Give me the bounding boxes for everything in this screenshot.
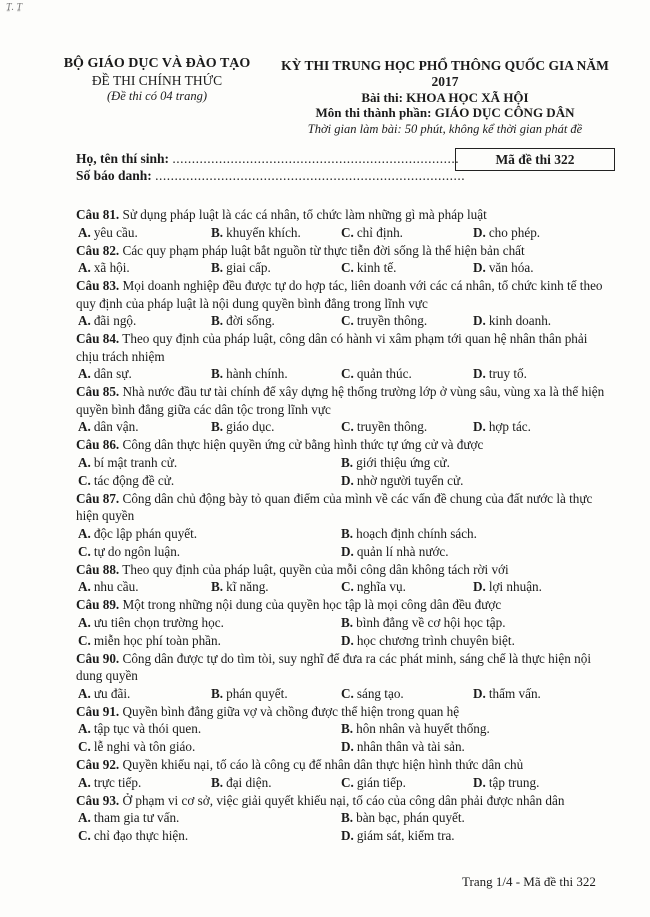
answer-option bbox=[341, 685, 473, 703]
option-letter: C. bbox=[341, 774, 354, 790]
question-text bbox=[76, 792, 608, 810]
option-text: nhu cầu. bbox=[93, 579, 139, 594]
option-letter: A. bbox=[78, 525, 91, 541]
option-letter: D. bbox=[473, 313, 486, 328]
option-letter: A. bbox=[78, 774, 91, 790]
question-text bbox=[76, 242, 608, 260]
answer-option bbox=[473, 685, 603, 703]
answer-option bbox=[341, 720, 601, 738]
option-text: lợi nhuận. bbox=[488, 579, 542, 594]
question-stem: Ở phạm vi cơ sở, việc giải quyết khiếu nại, tố cáo của công dân phải được nhân dân bbox=[122, 792, 565, 808]
option-letter: B. bbox=[341, 454, 354, 470]
question-item bbox=[76, 792, 608, 846]
answer-options bbox=[76, 809, 608, 845]
question-text bbox=[76, 650, 608, 685]
option-letter: C. bbox=[341, 579, 354, 594]
question-stem: Sử dụng pháp luật là các cá nhân, tổ chức làm những gì mà pháp luật bbox=[122, 207, 487, 222]
question-number: Câu 93. bbox=[76, 792, 120, 808]
answer-options bbox=[76, 525, 608, 561]
option-text: tập trung. bbox=[488, 774, 540, 790]
option-letter: A. bbox=[78, 454, 91, 470]
option-letter: C. bbox=[341, 366, 354, 381]
question-stem: Quyền bình đẳng giữa vợ và chồng được thể hiện trong quan hệ bbox=[122, 703, 460, 719]
question-stem: Nhà nước đầu tư tài chính để xây dựng hệ thống trường lớp ở vùng sâu, vùng xa là thể hiện quyền bình đẳng giữa các dân tộc trong lĩnh vực bbox=[76, 384, 605, 417]
option-letter: A. bbox=[78, 579, 91, 594]
answer-option bbox=[341, 632, 601, 650]
option-letter: C. bbox=[78, 739, 91, 754]
option-text: cho phép. bbox=[488, 224, 541, 240]
question-number: Câu 91. bbox=[76, 703, 120, 719]
answer-option bbox=[78, 472, 341, 490]
pages-note: (Đề thi có 04 trang) bbox=[107, 89, 207, 103]
answer-option bbox=[211, 365, 341, 383]
option-letter: A. bbox=[78, 685, 91, 701]
option-letter: D. bbox=[341, 828, 354, 843]
option-letter: C. bbox=[78, 828, 91, 843]
answer-option bbox=[78, 224, 211, 242]
answer-option bbox=[341, 525, 601, 543]
answer-options bbox=[76, 312, 608, 330]
option-letter: B. bbox=[211, 774, 224, 790]
answer-option bbox=[211, 418, 341, 436]
answer-options bbox=[76, 578, 608, 596]
option-text: hợp tác. bbox=[488, 419, 531, 434]
answer-option bbox=[78, 578, 211, 596]
option-text: khuyến khích. bbox=[226, 224, 301, 240]
answer-option bbox=[473, 224, 603, 242]
question-number: Câu 90. bbox=[76, 650, 120, 666]
option-text: tập tục và thói quen. bbox=[93, 721, 202, 736]
option-text: độc lập phán quyết. bbox=[93, 525, 198, 541]
question-text bbox=[76, 703, 608, 721]
student-name-label: Họ, tên thí sinh: bbox=[76, 151, 170, 166]
option-text: giáo dục. bbox=[226, 419, 275, 434]
option-text: nhân thân và tài sản. bbox=[356, 739, 465, 754]
option-letter: A. bbox=[78, 721, 91, 736]
option-letter: C. bbox=[341, 224, 354, 240]
option-letter: B. bbox=[341, 810, 354, 825]
answer-options bbox=[76, 685, 608, 703]
question-number: Câu 92. bbox=[76, 757, 120, 772]
option-text: văn hóa. bbox=[488, 260, 534, 275]
question-stem: Công dân thực hiện quyền ứng cử bằng hình thức tự ứng cử và được bbox=[122, 437, 484, 452]
option-letter: C. bbox=[341, 419, 354, 434]
option-text: bàn bạc, phán quyết. bbox=[356, 810, 465, 825]
option-letter: D. bbox=[473, 579, 486, 594]
option-text: dân vận. bbox=[93, 419, 139, 434]
corner-scribble: Ṯ. Ṯ bbox=[6, 2, 23, 13]
answer-option bbox=[78, 454, 341, 472]
question-text bbox=[76, 206, 608, 224]
option-letter: A. bbox=[78, 614, 91, 630]
answer-option bbox=[341, 224, 473, 242]
question-number: Câu 84. bbox=[76, 331, 120, 346]
answer-option bbox=[78, 685, 211, 703]
option-text: đại diện. bbox=[226, 774, 272, 790]
option-letter: D. bbox=[473, 366, 486, 381]
answer-options bbox=[76, 614, 608, 650]
question-text bbox=[76, 490, 608, 525]
question-number: Câu 85. bbox=[76, 384, 120, 399]
question-stem: Các quy phạm pháp luật bắt nguồn từ thực tiễn đời sống là thể hiện bản chất bbox=[122, 242, 525, 258]
answer-option bbox=[78, 312, 211, 330]
question-item bbox=[76, 756, 608, 792]
option-letter: D. bbox=[473, 685, 486, 701]
option-letter: A. bbox=[78, 810, 91, 825]
question-text bbox=[76, 277, 608, 312]
option-letter: B. bbox=[341, 721, 354, 736]
option-letter: B. bbox=[341, 614, 354, 630]
answer-option bbox=[341, 543, 601, 561]
option-text: hoạch định chính sách. bbox=[356, 525, 477, 541]
answer-option bbox=[211, 685, 341, 703]
option-letter: D. bbox=[473, 774, 486, 790]
question-item bbox=[76, 383, 608, 436]
answer-option bbox=[211, 774, 341, 792]
option-text: xã hội. bbox=[93, 260, 130, 275]
option-text: nghĩa vụ. bbox=[356, 579, 406, 594]
question-number: Câu 81. bbox=[76, 207, 120, 222]
question-number: Câu 88. bbox=[76, 561, 120, 577]
official-label: ĐỀ THI CHÍNH THỨC bbox=[91, 73, 223, 88]
option-letter: D. bbox=[473, 419, 486, 434]
question-item bbox=[76, 277, 608, 330]
option-letter: B. bbox=[211, 260, 224, 275]
option-text: thẩm vấn. bbox=[488, 685, 541, 701]
answer-options bbox=[76, 720, 608, 756]
option-text: tác động đề cử. bbox=[93, 472, 175, 488]
question-stem: Công dân chủ động bày tỏ quan điểm của mình về các vấn đề chung của đất nước là thực hiện quyền bbox=[76, 490, 593, 523]
answer-option bbox=[341, 614, 601, 632]
question-item bbox=[76, 703, 608, 757]
answer-option bbox=[341, 365, 473, 383]
ministry-name: BỘ GIÁO DỤC VÀ ĐÀO TẠO bbox=[63, 56, 251, 71]
option-text: phán quyết. bbox=[226, 685, 288, 701]
question-stem: Công dân được tự do tìm tòi, suy nghĩ để đưa ra các phát minh, sáng chế là thực hiện nội dung quyền bbox=[76, 650, 591, 683]
answer-option bbox=[341, 418, 473, 436]
answer-option bbox=[211, 312, 341, 330]
question-item bbox=[76, 242, 608, 278]
answer-option bbox=[341, 738, 601, 756]
option-letter: B. bbox=[341, 525, 354, 541]
answer-options bbox=[76, 454, 608, 490]
question-item bbox=[76, 650, 608, 703]
answer-option bbox=[473, 774, 603, 792]
question-stem: Theo quy định của pháp luật, quyền của mỗi công dân không tách rời với bbox=[122, 561, 509, 577]
answer-option bbox=[473, 312, 603, 330]
component-subject: Môn thi thành phần: GIÁO DỤC CÔNG DÂN bbox=[315, 105, 575, 120]
option-text: nhờ người tuyển cử. bbox=[356, 472, 464, 488]
answer-option bbox=[473, 365, 603, 383]
question-text bbox=[76, 330, 608, 365]
answer-option bbox=[473, 259, 603, 277]
answer-option bbox=[78, 543, 341, 561]
answer-options bbox=[76, 365, 608, 383]
option-text: ưu đãi. bbox=[93, 685, 131, 701]
question-text bbox=[76, 756, 608, 774]
question-item bbox=[76, 330, 608, 383]
answer-option bbox=[78, 632, 341, 650]
answer-option bbox=[211, 224, 341, 242]
question-item bbox=[76, 206, 608, 242]
answer-option bbox=[211, 578, 341, 596]
option-text: truy tố. bbox=[488, 366, 527, 381]
question-text bbox=[76, 561, 608, 579]
option-letter: A. bbox=[78, 313, 91, 328]
answer-option bbox=[78, 365, 211, 383]
option-letter: D. bbox=[341, 543, 354, 559]
question-number: Câu 89. bbox=[76, 597, 120, 612]
option-letter: A. bbox=[78, 224, 91, 240]
option-text: giám sát, kiểm tra. bbox=[356, 828, 455, 843]
question-text bbox=[76, 436, 608, 454]
option-text: sáng tạo. bbox=[356, 685, 404, 701]
option-text: đời sống. bbox=[226, 313, 275, 328]
option-letter: A. bbox=[78, 366, 91, 381]
option-text: quản lí nhà nước. bbox=[356, 543, 449, 559]
question-number: Câu 83. bbox=[76, 278, 120, 293]
option-letter: B. bbox=[211, 224, 224, 240]
option-text: kinh doanh. bbox=[488, 313, 552, 328]
question-text bbox=[76, 383, 608, 418]
option-text: truyền thông. bbox=[356, 419, 428, 434]
option-letter: C. bbox=[78, 543, 91, 559]
question-stem: Quyền khiếu nại, tố cáo là công cụ để nhân dân thực hiện hình thức dân chủ bbox=[122, 757, 524, 772]
question-number: Câu 86. bbox=[76, 437, 120, 452]
question-item bbox=[76, 596, 608, 650]
option-text: ưu tiên chọn trường học. bbox=[93, 614, 224, 630]
option-letter: A. bbox=[78, 419, 91, 434]
question-number: Câu 87. bbox=[76, 490, 120, 506]
answer-option bbox=[341, 827, 601, 845]
answer-option bbox=[78, 774, 211, 792]
exam-code-box: Mã đề thi 322 bbox=[455, 148, 615, 171]
time-note: Thời gian làm bài: 50 phút, không kể thời gian phát đề bbox=[307, 122, 583, 136]
option-letter: B. bbox=[211, 419, 224, 434]
question-text bbox=[76, 596, 608, 614]
option-letter: C. bbox=[78, 632, 91, 648]
answer-option bbox=[341, 259, 473, 277]
option-letter: C. bbox=[78, 472, 91, 488]
question-number: Câu 82. bbox=[76, 242, 120, 258]
answer-option bbox=[341, 809, 601, 827]
answer-option bbox=[341, 454, 601, 472]
answer-option bbox=[341, 774, 473, 792]
option-letter: A. bbox=[78, 260, 91, 275]
option-letter: D. bbox=[473, 260, 486, 275]
option-letter: B. bbox=[211, 579, 224, 594]
option-text: quản thúc. bbox=[356, 366, 412, 381]
option-text: chỉ đạo thực hiện. bbox=[93, 828, 189, 843]
option-text: lễ nghi và tôn giáo. bbox=[93, 739, 196, 754]
answer-options bbox=[76, 418, 608, 436]
option-text: kinh tế. bbox=[356, 260, 397, 275]
question-item bbox=[76, 436, 608, 490]
answer-options bbox=[76, 259, 608, 277]
option-text: trực tiếp. bbox=[93, 774, 142, 790]
option-letter: D. bbox=[341, 472, 354, 488]
option-text: dân sự. bbox=[93, 366, 132, 381]
header-right bbox=[270, 58, 620, 137]
answer-option bbox=[78, 827, 341, 845]
option-text: tự do ngôn luận. bbox=[93, 543, 181, 559]
option-text: bình đẳng về cơ hội học tập. bbox=[356, 614, 506, 630]
question-item bbox=[76, 561, 608, 597]
answer-options bbox=[76, 224, 608, 242]
student-id-field: ................................................................................ bbox=[155, 168, 466, 183]
option-text: yêu cầu. bbox=[93, 224, 138, 240]
answer-option bbox=[78, 525, 341, 543]
option-text: bí mật tranh cử. bbox=[93, 454, 178, 470]
answer-option bbox=[78, 809, 341, 827]
page-footer: Trang 1/4 - Mã đề thi 322 bbox=[462, 874, 596, 889]
answer-option bbox=[341, 578, 473, 596]
option-letter: D. bbox=[473, 224, 486, 240]
option-text: giai cấp. bbox=[226, 260, 271, 275]
exam-subject: Bài thi: KHOA HỌC XÃ HỘI bbox=[361, 90, 529, 105]
option-letter: D. bbox=[341, 739, 354, 754]
answer-option bbox=[78, 259, 211, 277]
header-left bbox=[52, 55, 262, 104]
option-letter: B. bbox=[211, 685, 224, 701]
question-item bbox=[76, 490, 608, 561]
answer-option bbox=[211, 259, 341, 277]
option-letter: C. bbox=[341, 313, 354, 328]
option-text: chỉ định. bbox=[356, 224, 403, 240]
answer-option bbox=[473, 578, 603, 596]
option-text: gián tiếp. bbox=[356, 774, 406, 790]
option-letter: C. bbox=[341, 260, 354, 275]
option-text: hành chính. bbox=[226, 366, 288, 381]
answer-option bbox=[341, 472, 601, 490]
answer-option bbox=[78, 614, 341, 632]
option-letter: B. bbox=[211, 313, 224, 328]
option-text: đãi ngộ. bbox=[93, 313, 137, 328]
option-text: giới thiệu ứng cử. bbox=[356, 454, 450, 470]
question-list bbox=[76, 206, 608, 845]
option-text: hôn nhân và huyết thống. bbox=[356, 721, 490, 736]
question-stem: Một trong những nội dung của quyền học tập là mọi công dân đều được bbox=[122, 597, 502, 612]
answer-option bbox=[78, 720, 341, 738]
answer-options bbox=[76, 774, 608, 792]
option-text: miễn học phí toàn phần. bbox=[93, 632, 221, 648]
question-stem: Mọi doanh nghiệp đều được tự do hợp tác, liên doanh với các cá nhân, tổ chức kinh tế theo quy định của pháp luật là nội dung quyền bình đẳng trong lĩnh vực bbox=[76, 278, 603, 311]
answer-option bbox=[78, 418, 211, 436]
option-text: tham gia tư vấn. bbox=[93, 810, 180, 825]
question-stem: Theo quy định của pháp luật, công dân có hành vi xâm phạm tới quan hệ nhân thân phải chịu trách nhiệm bbox=[76, 331, 588, 364]
answer-option bbox=[473, 418, 603, 436]
option-text: truyền thông. bbox=[356, 313, 428, 328]
exam-title: KỲ THI TRUNG HỌC PHỔ THÔNG QUỐC GIA NĂM 2017 bbox=[281, 58, 609, 89]
answer-option bbox=[341, 312, 473, 330]
option-letter: C. bbox=[341, 685, 354, 701]
student-info bbox=[76, 150, 465, 184]
option-letter: B. bbox=[211, 366, 224, 381]
option-text: học chương trình chuyên biệt. bbox=[356, 632, 515, 648]
answer-option bbox=[78, 738, 341, 756]
student-name-field: .......................................................................... bbox=[172, 151, 460, 166]
option-text: kĩ năng. bbox=[226, 579, 269, 594]
option-letter: D. bbox=[341, 632, 354, 648]
student-id-label: Số báo danh: bbox=[76, 168, 152, 183]
